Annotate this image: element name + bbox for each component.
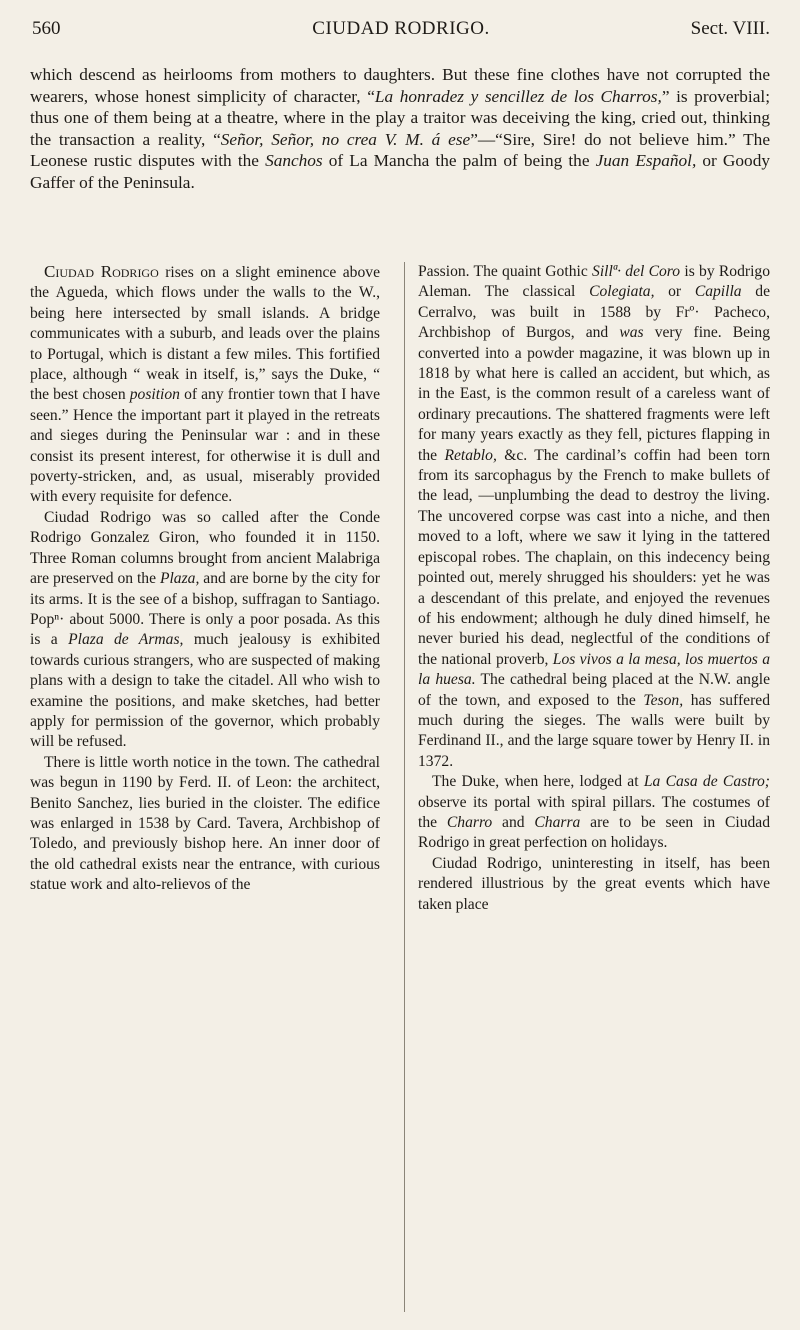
italic-run: Charra	[534, 813, 581, 831]
text-run: Ciudad Rodrigo was so called after the Conde Rodrigo Gonzalez Giron, who founded it in 1150. Three Roman columns brought from ancient Malabriga are preserved on the	[30, 508, 380, 588]
paragraph	[418, 854, 770, 915]
text-run: or Goody Gaffer of the Peninsula.	[30, 151, 770, 192]
section-reference: Sect. VIII.	[690, 18, 770, 39]
italic-run: Juan Español,	[595, 151, 697, 171]
paragraph	[30, 508, 380, 753]
text-run: ” is proverbial; thus one of them being at a theatre, where in the play a traitor was deceiving the king, cried out, thinking the transaction a reality, “	[30, 86, 770, 149]
running-head: CIUDAD RODRIGO.	[312, 18, 490, 39]
italic-run: La honradez y sencillez de los Charros,	[374, 86, 662, 106]
text-run: or	[654, 283, 695, 301]
italic-run: Señor, Señor, no crea V. M. á ese	[220, 129, 471, 149]
text-run: The cathedral being placed at the N.W. angle of the town, and exposed to the	[418, 671, 770, 709]
italic-run: Teson,	[643, 691, 684, 709]
paragraph	[418, 262, 770, 772]
italic-run: Colegiata,	[589, 283, 655, 301]
italic-run: Los vivos a la mesa, los muertos a la huesa.	[418, 650, 770, 689]
text-run: de Cerralvo, was built in 1588 by Frº· Pacheco, Archbishop of Burgos, and	[418, 283, 770, 342]
lead-words: Ciudad Rodrigo	[44, 262, 159, 281]
text-run: &c. The cardinal’s coffin had been torn from its sarcophagus by the French to make bullets of the lead, —unplumbing the dead to destroy the living. The uncovered corpse was cast into a niche, and then moved to a loft, where we saw it lying in the tattered episcopal robes. The chaplain, on this indecency being pointed out, merely shrugged his shoulders: yet he was a descendant of this prelate, and enjoyed the revenues of his endowment; although he duly dined himself, he never buried his dead, neglectful of the conditions of the national proverb,	[418, 446, 771, 668]
text-run: very fine. Being converted into a powder magazine, it was blown up in 1818 by what here is called an accident, but which, as in the East, is the common result of a careless want of ordinary precautions. The shattered fragments were left for many years exactly as they fell, pictures flapping in the	[418, 324, 770, 464]
italic-run: Sanchos	[265, 151, 323, 171]
paragraph	[30, 262, 380, 508]
text-run: observe its portal with spiral pillars. The costumes of the	[418, 793, 770, 831]
text-run: has suffered much during the sieges. The walls were built by Ferdinand II., and the large square tower by Henry II. in 1372.	[418, 691, 770, 770]
italic-run: Capilla	[694, 283, 742, 301]
italic-run: Charro	[446, 813, 493, 831]
paragraph	[30, 753, 380, 896]
text-run: much jealousy is exhibited towards curious strangers, who are suspected of making plans with a design to take the citadel. All who wish to examine the positions, and make sketches, had better apply for permission of the governor, which probably will be refused.	[30, 631, 380, 751]
text-run: Passion. The quaint Gothic	[418, 263, 593, 280]
left-column	[30, 262, 380, 896]
text-run: are to be seen in Ciudad Rodrigo in great perfection on holidays.	[418, 813, 771, 852]
text-run: of any frontier town that I have seen.” Hence the important part it played in the retreats and sieges during the Peninsular war : and in these consist its present interest, for otherwise it is dull and poverty-stricken, and, as usual, miserably provided with every requisite for defence.	[30, 386, 380, 506]
text-run: which descend as heirlooms from mothers to daughters. But these fine clothes have not corrupted the wearers, whose honest simplicity of character, “	[30, 65, 770, 106]
italic-run: La Casa de Castro;	[643, 773, 771, 791]
text-run: and are borne by the city for its arms. It is the see of a bishop, suffragan to Santiago. Popⁿ· about 5000. There is only a poor posada. As this is a	[30, 570, 380, 649]
right-column	[418, 262, 770, 915]
italic-run: was	[619, 324, 644, 342]
text-run: of La Mancha the palm of being the	[322, 151, 596, 171]
intro-paragraph	[30, 64, 770, 194]
page-header	[32, 18, 770, 48]
italic-run: Plaza,	[159, 570, 200, 588]
text-run: rises on a slight eminence above the Agueda, which flows under the walls to the W., being here intersected by small islands. A bridge communicates with a suburb, and leads over the plains to Portugal, which is distant a few miles. This fortified place, although “ weak in itself, is,” says the Duke, “ the best chosen	[30, 264, 380, 404]
text-run: and	[492, 813, 535, 831]
italic-run: Sillª· del Coro	[592, 263, 681, 280]
intro-text	[30, 64, 770, 194]
text-run: ”—“Sire, Sire! do not believe him.” The Leonese rustic disputes with the	[30, 129, 770, 171]
page-number: 560	[32, 18, 61, 39]
text-run: The Duke, when here, lodged at	[432, 773, 644, 791]
column-divider	[404, 262, 405, 1312]
text-run: Ciudad Rodrigo, uninteresting in itself, has been rendered illustrious by the great events which have taken place	[418, 854, 770, 913]
italic-run: Retablo,	[444, 446, 497, 464]
italic-run: Plaza de Armas,	[68, 631, 184, 649]
italic-run: position	[129, 386, 180, 404]
paragraph	[418, 772, 770, 854]
text-run: is by Rodrigo Aleman. The classical	[418, 263, 771, 301]
text-run: There is little worth notice in the town. The cathedral was begun in 1190 by Ferd. II. of Leon: the architect, Benito Sanchez, lies buried in the cloister. The edifice was enlarged in 1538 by Card. Tavera, Archbishop of Toledo, and previously bishop here. An inner door of the old cathedral exists near the entrance, with curious statue work and alto-relievos of the	[30, 753, 380, 894]
